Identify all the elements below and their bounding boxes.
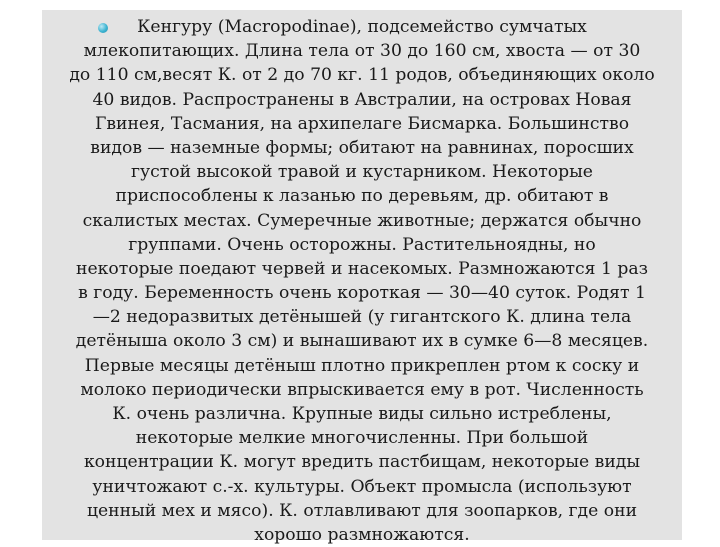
body-paragraph <box>48 15 676 547</box>
paragraph-line: уничтожают с.-х. культуры. Объект промысла (используют <box>92 476 632 497</box>
paragraph-line: некоторые мелкие многочисленны. При большой <box>135 428 589 449</box>
paragraph-line: концентрации К. могут вредить пастбищам, некоторые виды <box>83 452 641 473</box>
paragraph-line: густой высокой травой и кустарником. Некоторые <box>131 162 593 183</box>
paragraph-line: в году. Беременность очень короткая — 30—40 суток. Родят 1 <box>78 283 646 304</box>
paragraph-line: Кенгуру (Macropodinae), подсемейство сумчатых <box>137 17 587 37</box>
paragraph-line: группами. Очень осторожны. Растительноядны, но <box>128 234 596 255</box>
paragraph-line: некоторые поедают червей и насекомых. Размножаются 1 раз <box>76 258 648 279</box>
paragraph-line: Первые месяцы детёныш плотно прикреплен ртом к соску и <box>84 355 640 376</box>
paragraph-line: видов — наземные формы; обитают на равнинах, поросших <box>90 137 634 158</box>
paragraph-line: млекопитающих. Длина тела от 30 до 160 см, хвоста — от 30 <box>83 41 641 62</box>
paragraph-line: детёныша около 3 см) и вынашивают их в сумке 6—8 месяцев. <box>75 331 649 352</box>
paragraph-line: молоко периодически впрыскивается ему в рот. Численность <box>80 379 644 400</box>
paragraph-line: ценный мех и мясо). К. отлавливают для зоопарков, где они <box>86 500 638 521</box>
paragraph-line: 40 видов. Распространены в Австралии, на островах Новая <box>92 89 632 110</box>
paragraph-line: К. очень различна. Крупные виды сильно истреблены, <box>112 404 612 424</box>
paragraph-line: скалистых местах. Сумеречные животные; держатся обычно <box>82 210 642 231</box>
paragraph-line: хорошо размножаются. <box>254 524 470 545</box>
paragraph-line: —2 недоразвитых детёнышей (у гигантского К. длина тела <box>92 307 632 328</box>
paragraph-line: до 110 см,весят К. от 2 до 70 кг. 11 родов, объединяющих около <box>69 65 655 86</box>
paragraph-line: приспособлены к лазанью по деревьям, др. обитают в <box>115 186 609 207</box>
paragraph-line: Гвинея, Тасмания, на архипелаге Бисмарка. Большинство <box>94 113 630 134</box>
